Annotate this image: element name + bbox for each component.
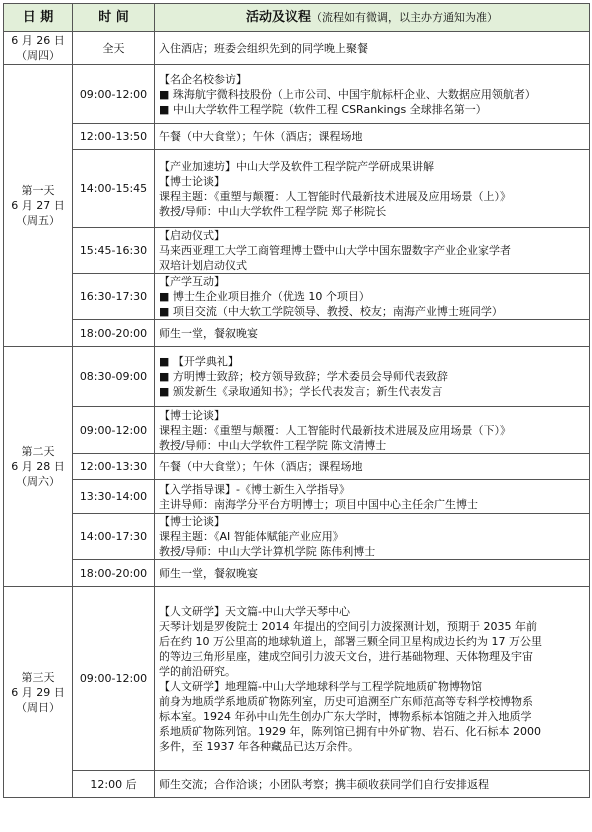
time-cell: 18:00-20:00 [73, 560, 155, 587]
activity-line: 课程主题：《AI 智能体赋能产业应用》 [159, 530, 344, 543]
day3-date-line: 第三天 [21, 670, 55, 684]
activity-line: 【人文研学】天文篇-中山大学天琴中心 [159, 604, 350, 618]
day2-row [4, 454, 590, 480]
activity-line: 【名企名校参访】 [159, 72, 247, 86]
day1-activity-cell [155, 320, 590, 347]
day2-row [4, 347, 590, 407]
day2-date-cell [4, 347, 73, 587]
day2-date-line: （周六） [16, 475, 60, 488]
time-cell: 18:00-20:00 [73, 320, 155, 347]
day3-row [4, 771, 590, 798]
day0-date-line: （周四） [16, 49, 60, 62]
activity-line: 系地质矿物陈列馆。1929 年，陈列馆已拥有中外矿物、岩石、化石标本 2000 [159, 724, 541, 738]
time-cell: 15:45-16:30 [73, 228, 155, 274]
day0-date-line: 6 月 26 日 [11, 34, 65, 47]
day3-row [4, 587, 590, 771]
time-cell: 12:00-13:50 [73, 124, 155, 150]
day1-row [4, 150, 590, 228]
day3-date-line: 6 月 29 日 [11, 685, 65, 699]
time-cell: 13:30-14:00 [73, 480, 155, 514]
time-cell: 09:00-12:00 [73, 407, 155, 454]
activity-line: 师生一堂，餐叙晚宴 [159, 566, 258, 580]
activity-line: 双培计划启动仪式 [159, 259, 247, 272]
day1-activity-cell [155, 150, 590, 228]
day1-date-line: （周五） [16, 214, 60, 227]
activity-line: 教授/导师：中山大学软件工程学院 陈文清博士 [159, 438, 387, 452]
day1-date-cell [4, 65, 73, 347]
day1-row [4, 228, 590, 274]
header-date: 日 期 [4, 4, 73, 32]
day2-activity-cell [155, 347, 590, 407]
day0-row [4, 32, 590, 65]
activity-line: ■ 中山大学软件工程学院（软件工程 CSRankings 全球排名第一） [159, 102, 487, 116]
day1-activity-cell [155, 124, 590, 150]
activity-line: 教授/导师：中山大学软件工程学院 郑子彬院长 [159, 204, 387, 218]
activity-line: 午餐（中大食堂）；午休（酒店；课程场地 [159, 460, 363, 473]
time-cell: 09:00-12:00 [73, 587, 155, 771]
day0-date-cell [4, 32, 73, 65]
activity-line: ■ 【开学典礼】 [159, 355, 239, 368]
activity-line: 【人文研学】地理篇-中山大学地球科学与工程学院地质矿物博物馆 [159, 679, 482, 693]
time-cell: 14:00-17:30 [73, 514, 155, 560]
day2-activity-cell [155, 514, 590, 560]
activity-line: 学的前沿研究。 [159, 664, 236, 678]
day3-activity-cell [155, 587, 590, 771]
day1-row [4, 320, 590, 347]
activity-line: 师生交流；合作洽谈；小团队考察；携丰硕收获同学们自行安排返程 [159, 777, 489, 791]
activity-line: 课程主题：《重塑与颠覆：人工智能时代最新技术进展及应用场景（下）》 [159, 423, 511, 437]
activity-line: 【博士论谈】 [159, 515, 225, 528]
time-cell: 12:00 后 [73, 771, 155, 798]
schedule-table [3, 3, 590, 798]
activity-line: ■ 博士生企业项目推介（优选 10 个项目） [159, 290, 370, 303]
day1-date-line: 第一天 [21, 184, 55, 197]
day1-activity-cell [155, 228, 590, 274]
day2-activity-cell [155, 560, 590, 587]
activity-line: 马来西亚理工大学工商管理博士暨中山大学中国东盟数字产业企业家学者 [159, 244, 511, 257]
time-cell: 08:30-09:00 [73, 347, 155, 407]
time-cell: 12:00-13:30 [73, 454, 155, 480]
activity-line: 前身为地质学系地质矿物陈列室，历史可追溯至广东师范高等专科学校博物系 [159, 694, 533, 708]
day1-row [4, 65, 590, 124]
header-activity-title: 活动及议程 [245, 10, 311, 25]
day1-activity-cell [155, 274, 590, 320]
activity-line: 【博士论谈】 [159, 174, 225, 188]
activity-line: 【启动仪式】 [159, 229, 225, 242]
activity-line: 【产学互动】 [159, 275, 225, 288]
activity-line: 【博士论谈】 [159, 408, 225, 422]
activity-line: 入住酒店；班委会组织先到的同学晚上聚餐 [159, 41, 368, 55]
activity-line: 天琴计划是罗俊院士 2014 年提出的空间引力波探测计划，预期于 2035 年前 [159, 619, 537, 633]
day1-row [4, 274, 590, 320]
activity-line: 【产业加速坊】中山大学及软件工程学院产学研成果讲解 [159, 159, 434, 173]
activity-line: ■ 颁发新生《录取通知书》；学长代表发言；新生代表发言 [159, 385, 443, 398]
time-cell: 14:00-15:45 [73, 150, 155, 228]
header-time: 时 间 [73, 4, 155, 32]
activity-line: ■ 方明博士致辞；校方领导致辞；学术委员会导师代表致辞 [159, 370, 448, 383]
activity-line: 【入学指导课】-《博士新生入学指导》 [159, 482, 350, 496]
day3-activity-cell [155, 771, 590, 798]
activity-line: 的等边三角形星座，建成空间引力波天文台，进行基础物理、天体物理及宇宙 [159, 649, 533, 663]
activity-line: ■ 项目交流（中大软工学院领导、教授、校友；南海产业博士班同学） [159, 305, 503, 318]
time-cell: 16:30-17:30 [73, 274, 155, 320]
day2-date-line: 6 月 28 日 [11, 460, 65, 473]
header-activity [155, 4, 590, 32]
activity-line: 标本室。1924 年孙中山先生创办广东大学时，博物系标本馆随之并入地质学 [159, 709, 532, 723]
day1-date-line: 6 月 27 日 [11, 199, 65, 212]
day1-activity-cell [155, 65, 590, 124]
day0-activity-cell [155, 32, 590, 65]
day3-date-line: （周日） [16, 700, 60, 714]
day2-activity-cell [155, 407, 590, 454]
activity-line: ■ 珠海航宇微科技股份（上市公司、中国宇航标杆企业、大数据应用领航者） [159, 87, 536, 101]
day2-row [4, 514, 590, 560]
day2-row [4, 480, 590, 514]
day2-activity-cell [155, 480, 590, 514]
day2-row [4, 407, 590, 454]
time-cell: 全天 [73, 32, 155, 65]
activity-line: 教授/导师：中山大学计算机学院 陈伟利博士 [159, 545, 376, 558]
day2-row [4, 560, 590, 587]
activity-line: 师生一堂，餐叙晚宴 [159, 326, 258, 340]
header-row [4, 4, 590, 32]
activity-line: 主讲导师：南海学分平台方明博士；项目中国中心主任余广生博士 [159, 497, 478, 511]
activity-line: 多件，至 1937 年各种藏品已达万余件。 [159, 739, 359, 753]
activity-line: 课程主题：《重塑与颠覆：人工智能时代最新技术进展及应用场景（上）》 [159, 189, 511, 203]
day2-date-line: 第二天 [21, 445, 55, 458]
day2-activity-cell [155, 454, 590, 480]
header-activity-note: （流程如有微调，以主办方通知为准） [311, 11, 498, 24]
activity-line: 午餐（中大食堂）；午休（酒店；课程场地 [159, 130, 363, 143]
day3-date-cell [4, 587, 73, 798]
activity-line: 后在约 10 万公里高的地球轨道上，部署三颗全同卫星构成边长约为 17 万公里 [159, 634, 542, 648]
time-cell: 09:00-12:00 [73, 65, 155, 124]
day1-row [4, 124, 590, 150]
